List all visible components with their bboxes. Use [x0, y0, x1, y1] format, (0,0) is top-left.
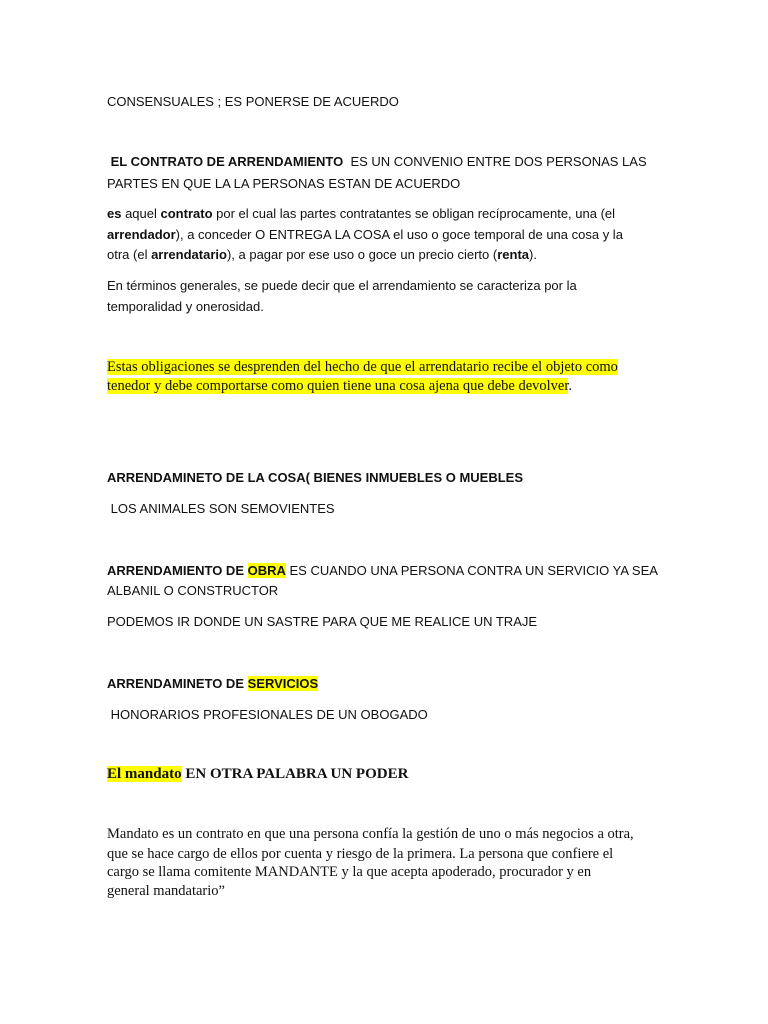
- paragraph-contrato-arrendamiento-line1: [107, 151, 647, 172]
- terminos-line2: [107, 296, 264, 317]
- period: .: [568, 378, 573, 394]
- contrato-arrendamiento-heading: EL CONTRATO DE ARRENDAMIENTO: [110, 154, 344, 169]
- terminos-text-1: En términos generales, se puede decir que el arrendamiento se caracteriza por la: [107, 278, 577, 293]
- highlighted-el-mandato: El mandato: [107, 766, 182, 782]
- obligaciones-line2: [107, 377, 572, 396]
- mandato-text-4: general mandatario”: [107, 883, 225, 899]
- arrendamiento-servicios-heading: ARRENDAMINETO DE: [107, 676, 248, 691]
- mandato-text-2: que se hace cargo de ellos por cuenta y riesgo de la primera. La persona que confiere el: [107, 846, 614, 862]
- bold-contrato: contrato: [160, 206, 213, 221]
- highlighted-obligaciones-1: Estas obligaciones se desprenden del hecho de que el arrendatario recibe el objeto como: [107, 359, 618, 375]
- text-aquel: aquel: [121, 206, 161, 221]
- arrendamiento-obra-text: ES CUANDO UNA PERSONA CONTRA UN SERVICIO YA SEA: [285, 563, 658, 578]
- arrendamiento-cosa-heading: [107, 467, 523, 488]
- text-close: ).: [529, 247, 537, 262]
- definition-line3: [107, 244, 537, 265]
- mandato-line1: [107, 825, 634, 844]
- definition-line1: [107, 203, 615, 224]
- sastre-line: [107, 611, 537, 632]
- terminos-text-2: temporalidad y onerosidad.: [107, 299, 264, 314]
- mandato-line2: [107, 845, 613, 864]
- obligaciones-line1: [107, 358, 618, 377]
- highlighted-obligaciones-2: y debe comportarse como quien tiene una cosa ajena que debe devolver: [150, 378, 569, 394]
- mandato-text-1: Mandato es un contrato en que una persona confía la gestión de uno o más negocios a otra,: [107, 826, 634, 842]
- text-partes: por el cual las partes contratantes se obligan recíprocamente, una (el: [212, 206, 616, 221]
- sastre-text: PODEMOS IR DONDE UN SASTRE PARA QUE ME REALICE UN TRAJE: [107, 614, 538, 629]
- contrato-arrendamiento-text: ES UN CONVENIO ENTRE DOS PERSONAS LAS: [350, 154, 647, 169]
- albanil-text: ALBANIL O CONSTRUCTOR: [107, 583, 279, 598]
- honorarios-text: HONORARIOS PROFESIONALES DE UN OBOGADO: [110, 707, 428, 722]
- bold-renta: renta: [497, 247, 530, 262]
- consensuales-text: CONSENSUALES ; ES PONERSE DE ACUERDO: [107, 94, 399, 109]
- mandato-heading-text: EN OTRA PALABRA UN PODER: [181, 766, 409, 782]
- honorarios-line: [107, 704, 428, 725]
- contrato-arrendamiento-text-2: PARTES EN QUE LA LA PERSONAS ESTAN DE ACUERDO: [107, 176, 461, 191]
- arrendamiento-obra-line2: [107, 580, 278, 601]
- arrendamiento-obra-line1: [107, 560, 658, 581]
- arrendamiento-servicios-line: [107, 673, 318, 694]
- mandato-line4: [107, 882, 225, 901]
- mandato-heading: [107, 764, 408, 784]
- text-pagar: ), a pagar por ese uso o goce un precio cierto (: [226, 247, 498, 262]
- highlighted-obra: OBRA: [247, 563, 286, 578]
- highlighted-servicios: SERVICIOS: [247, 676, 319, 691]
- mandato-text-3: cargo se llama comitente MANDANTE y la que acepta apoderado, procurador y en: [107, 864, 592, 880]
- paragraph-contrato-arrendamiento-line2: [107, 173, 460, 194]
- bold-es: es: [107, 206, 122, 221]
- definition-line2: [107, 224, 623, 245]
- terminos-line1: [107, 275, 577, 296]
- bold-arrendatario: arrendatario: [151, 247, 227, 262]
- text-otra: otra (el: [107, 247, 152, 262]
- arrendamiento-cosa-text: ARRENDAMINETO DE LA COSA( BIENES INMUEBLES O MUEBLES: [107, 470, 524, 485]
- paragraph-consensuales: [107, 91, 399, 112]
- arrendamiento-obra-heading: ARRENDAMIENTO DE: [107, 563, 248, 578]
- animales-line: [107, 498, 335, 519]
- highlighted-tenedor: tenedor: [107, 378, 151, 394]
- mandato-line3: [107, 863, 591, 882]
- bold-arrendador: arrendador: [107, 227, 176, 242]
- animales-text: LOS ANIMALES SON SEMOVIENTES: [110, 501, 335, 516]
- text-conceder: ), a conceder O ENTREGA LA COSA el uso o goce temporal de una cosa y la: [175, 227, 623, 242]
